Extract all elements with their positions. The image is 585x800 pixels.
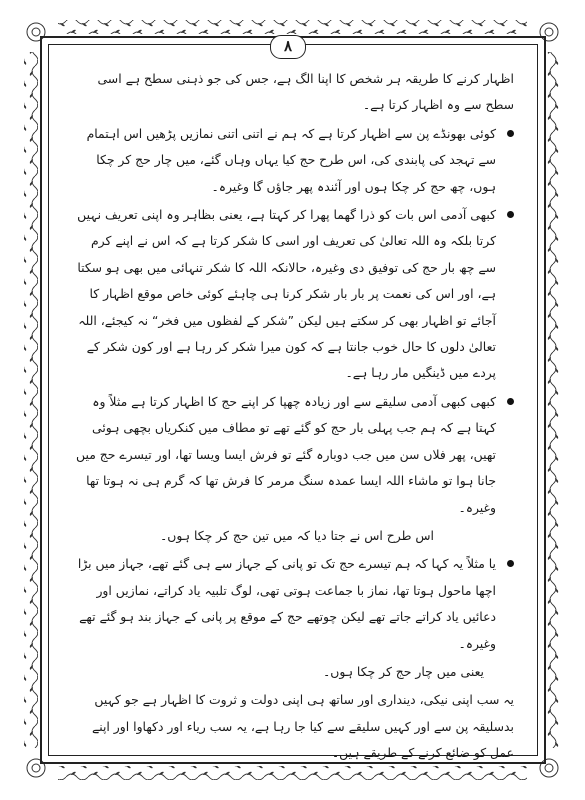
paragraph-text: اظہار کرنے کا طریقہ ہر شخص کا اپنا الگ ہے، جس کی جو ذہنی سطح ہے اسی سطح سے وہ اظہار کرتا ہے۔ xyxy=(97,71,514,113)
bullet-icon xyxy=(507,130,514,137)
paragraph-bulleted xyxy=(72,389,514,521)
page-number: ۸ xyxy=(270,35,306,59)
bullet-icon xyxy=(507,211,514,218)
paragraph-text: یا مثلاً یہ کہا کہ ہم تیسرے حج تک تو پانی کے جہاز سے ہی گئے تھے، جہاز میں بڑا اچھا ماحول ہوتا تھا، نماز با جماعت ہوتی تھی، لوگ تلبیہ یاد کراتے، نمازیں اور دعائیں یاد کراتے جاتے تھے لیکن چوتھے حج کے موقع پر پانی کے جہاز بند ہو گئے تھے وغیرہ۔ xyxy=(77,556,496,651)
paragraph-text: اس طرح اس نے جتا دیا کہ میں تین حج کر چکا ہوں۔ xyxy=(160,527,434,543)
paragraph-text: کبھی کبھی آدمی سلیقے سے اور زیادہ چھپا کر اپنے حج کا اظہار کرتا ہے مثلاً وہ کہتا ہے کہ ہم جب پہلی بار حج کو گئے تھے تو مطاف میں کنکریاں بچھی ہوئی تھیں، پھر فلاں سن میں جب دوبارہ گئے تو فرش ایسا ویسا تھا، اور تیسرے حج میں جانا ہوا تو ماشاء اللہ ایسا عمدہ سنگ مرمر کا فرش تھا کہ گرم ہی نہ ہوتا تھا وغیرہ۔ xyxy=(76,393,496,515)
page-body xyxy=(72,66,514,769)
paragraph-text: یہ سب اپنی نیکی، دینداری اور ساتھ ہی اپنی دولت و ثروت کا اظہار ہے جو کہیں بدسلیقہ پن سے اور کہیں سلیقے سے کیا جا رہا ہے، یہ سب ریاء اور دکھاوا اور اپنے عمل کو ضائع کرنے کے طریقے ہیں۔ xyxy=(91,692,514,761)
paragraph-text: کبھی آدمی اس بات کو ذرا گھما پھرا کر کہتا ہے، یعنی بظاہر وہ اپنی تعریف نہیں کرتا بلکہ وہ اللہ تعالیٰ کی تعریف اور اسی کا شکر کرتا ہے کہ اس نے اپنے کرم سے چھ بار حج کی توفیق دی وغیرہ، حالانکہ اللہ کا شکر تنہائی میں بھی ہو سکتا ہے، اور اس کی نعمت پر بار بار شکر کرنا ہی چاہئے کوئی خاص موقع اظہار کا آجائے تو اظہار بھی کر سکتے ہیں لیکن ”شکر کے لفظوں میں فخر“ نہ کیجئے، اللہ تعالیٰ دلوں کا حال خوب جانتا ہے کہ کون میرا شکر کر رہا ہے اور کون شکر کے پردے میں ڈینگیں مار رہا ہے۔ xyxy=(77,207,496,381)
paragraph-intro-continuation xyxy=(72,66,514,119)
paragraph-bulleted xyxy=(72,202,514,387)
paragraph-conclusion xyxy=(72,687,514,766)
bullet-icon xyxy=(507,398,514,405)
paragraph-indented xyxy=(72,659,514,685)
paragraph-bulleted xyxy=(72,121,514,200)
bullet-icon xyxy=(507,560,514,567)
paragraph-text: یعنی میں چار حج کر چکا ہوں۔ xyxy=(322,663,484,679)
paragraph-bulleted xyxy=(72,551,514,657)
paragraph-text: کوئی بھونڈے پن سے اظہار کرتا ہے کہ ہم نے اتنی اتنی نمازیں پڑھیں اس اہتمام سے تہجد کی پابندی کی، اس طرح حج کیا یہاں وہاں گئے، میں چار حج کر چکا ہوں، چھ حج کر چکا ہوں اور آئندہ پھر جاؤں گا وغیرہ۔ xyxy=(86,125,496,194)
paragraph-indented xyxy=(72,523,514,549)
